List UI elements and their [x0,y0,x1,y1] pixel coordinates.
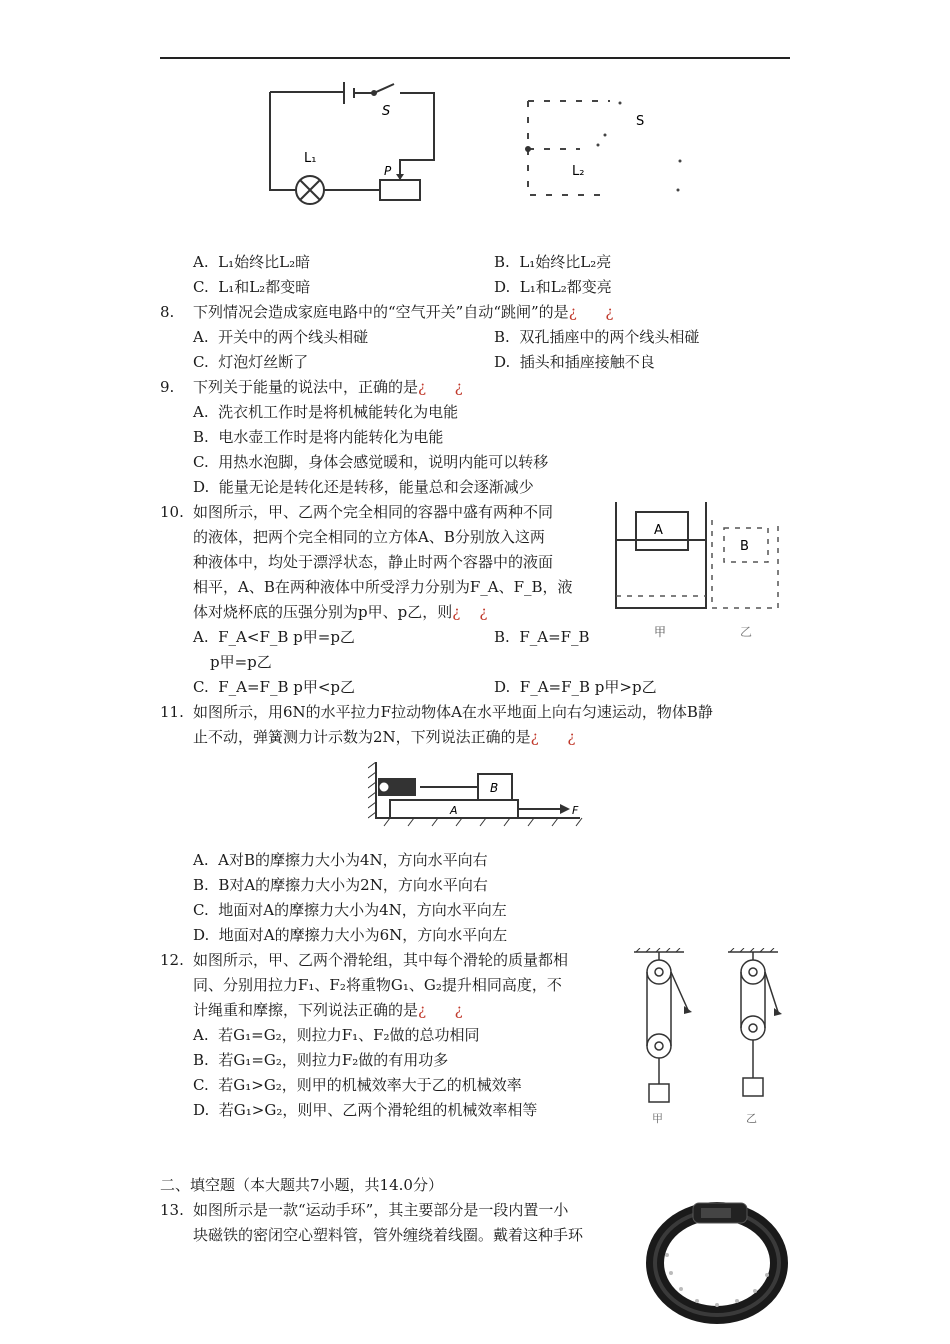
q10-option-a-cont: p甲=p乙 [210,653,272,671]
q11-line-2-text: 止不动，弹簧测力计示数为2N，下列说法正确的是 [193,728,531,746]
q10-line-3: 种液体中，均处于漂浮状态，静止时两个容器中的液面 [193,553,554,571]
q8-stem [193,302,613,322]
q11-option-b: B. B对A的摩擦力大小为2N，方向水平向右 [193,876,488,894]
switch2-label: S [636,114,645,129]
q7-option-b-text: L₁始终比L₂亮 [519,253,612,271]
q9-option-a: A. 洗衣机工作时是将机械能转化为电能 [193,403,459,421]
q8-option-a-text: 开关中的两个线头相碰 [218,328,369,346]
q8-bracket-open: ¿ [568,303,577,321]
q9-option-c: C. 用热水泡脚，身体会感觉暖和，说明内能可以转移 [193,453,549,471]
q10-line-1: 如图所示，甲、乙两个完全相同的容器中盛有两种不同 [193,503,554,521]
q9-option-a-text: 洗衣机工作时是将机械能转化为电能 [218,403,459,421]
q11-option-d: D. 地面对A的摩擦力大小为6N，方向水平向左 [193,926,508,944]
q10-option-a-text: F_A<F_B p甲=p乙 [218,628,355,646]
q10-line-5-text: 体对烧杯底的压强分别为p甲、p乙，则 [193,603,453,621]
q12-option-c: C. 若G₁>G₂，则甲的机械效率大于乙的机械效率 [193,1076,522,1094]
q10-option-d-text: F_A=F_B p甲>p乙 [519,678,657,696]
q7-option-c-text: L₁和L₂都变暗 [218,278,311,296]
block-a-label: A [450,804,458,817]
q11-option-b-text: B对A的摩擦力大小为2N，方向水平向右 [218,876,488,894]
q12-option-a: A. 若G₁=G₂，则拉力F₁、F₂做的总功相同 [193,1026,480,1044]
q7-circuit-figure-left [262,80,442,210]
q8-option-d-text: 插头和插座接触不良 [519,353,655,371]
q11-option-c: C. 地面对A的摩擦力大小为4N，方向水平向左 [193,901,507,919]
q13-line-2: 块磁铁的密闭空心塑料管，管外缠绕着线圈。戴着这种手环 [193,1226,584,1244]
fitness-band-image [645,1195,790,1325]
q11-number: 11. [160,703,184,721]
q10-option-a: A. F_A<F_B p甲=p乙 [193,628,355,646]
q9-stem [193,377,463,397]
block-b-label: B [490,781,499,795]
q10-option-c-text: F_A=F_B p甲<p乙 [218,678,356,696]
q9-option-c-text: 用热水泡脚，身体会感觉暖和，说明内能可以转移 [218,453,549,471]
cube-a-label: A [654,523,663,538]
q12-bracket-close: ¿ [454,1001,463,1019]
q8-option-d: D. 插头和插座接触不良 [494,353,655,371]
q12-option-d: D. 若G₁>G₂，则甲、乙两个滑轮组的机械效率相等 [193,1101,538,1119]
q13-number: 13. [160,1201,184,1219]
q9-number: 9. [160,378,175,396]
q9-stem-text: 下列关于能量的说法中，正确的是 [193,378,419,396]
q8-option-c: C. 灯泡灯丝断了 [193,353,309,371]
pulley-jia-label: 甲 [652,1112,663,1125]
q7-option-b: B. L₁始终比L₂亮 [494,253,612,271]
slider-label: P [384,164,392,178]
q10-option-b: B. F_A=F_B [494,628,590,646]
q9-bracket-open: ¿ [418,378,427,396]
q8-bracket-close: ¿ [605,303,614,321]
q9-option-b-text: 电水壶工作时是将内能转化为电能 [218,428,444,446]
q10-bracket-close: ¿ [479,603,488,621]
q10-line-5 [193,602,487,622]
q12-line-3-text: 计绳重和摩擦，下列说法正确的是 [193,1001,419,1019]
q10-line-4: 相平，A、B在两种液体中所受浮力分别为F_A、F_B，液 [193,578,573,596]
q11-option-a: A. A对B的摩擦力大小为4N，方向水平向右 [193,851,488,869]
q10-number: 10. [160,503,184,521]
q12-option-c-text: 若G₁>G₂，则甲的机械效率大于乙的机械效率 [218,1076,522,1094]
container-yi-label: 乙 [740,625,753,639]
q8-option-b-text: 双孔插座中的两个线头相碰 [519,328,700,346]
container-jia-label: 甲 [654,625,667,639]
q11-line-1: 如图所示，用6N的水平拉力F拉动物体A在水平地面上向右匀速运动，物体B静 [193,703,713,721]
q12-option-b-text: 若G₁=G₂，则拉力F₂做的有用功多 [218,1051,449,1069]
q9-option-d-text: 能量无论是转化还是转移，能量总和会逐渐减少 [218,478,534,496]
q12-option-d-text: 若G₁>G₂，则甲、乙两个滑轮组的机械效率相等 [218,1101,538,1119]
switch-label: S [382,104,391,119]
q12-line-1: 如图所示，甲、乙两个滑轮组，其中每个滑轮的质量都相 [193,951,569,969]
q7-option-a: A. L₁始终比L₂暗 [193,253,311,271]
pulley-yi-label: 乙 [746,1112,757,1125]
lamp2-label: L₂ [572,164,585,179]
q11-friction-figure [368,762,588,830]
header-rule [160,57,790,59]
q11-bracket-open: ¿ [530,728,539,746]
q12-line-2: 同、分别用拉力F₁、F₂将重物G₁、G₂提升相同高度，不 [193,976,562,994]
q11-option-d-text: 地面对A的摩擦力大小为6N，方向水平向左 [218,926,508,944]
q12-number: 12. [160,951,184,969]
q10-containers-figure [610,500,790,650]
q8-option-c-text: 灯泡灯丝断了 [218,353,309,371]
q8-option-a: A. 开关中的两个线头相碰 [193,328,369,346]
q12-option-b: B. 若G₁=G₂，则拉力F₂做的有用功多 [193,1051,449,1069]
force-f-label: F [572,804,579,817]
q7-option-d-text: L₁和L₂都变亮 [519,278,612,296]
q13-line-1: 如图所示是一款“运动手环”，其主要部分是一段内置一小 [193,1201,569,1219]
q12-bracket-open: ¿ [418,1001,427,1019]
q12-pulley-figure [628,948,798,1128]
q11-bracket-close: ¿ [567,728,576,746]
q8-number: 8. [160,303,175,321]
q10-option-d: D. F_A=F_B p甲>p乙 [494,678,657,696]
q8-option-b: B. 双孔插座中的两个线头相碰 [494,328,700,346]
q12-option-a-text: 若G₁=G₂，则拉力F₁、F₂做的总功相同 [218,1026,480,1044]
q7-option-c: C. L₁和L₂都变暗 [193,278,311,296]
q9-option-d: D. 能量无论是转化还是转移，能量总和会逐渐减少 [193,478,534,496]
q11-line-2 [193,727,575,747]
lamp1-label: L₁ [304,151,317,166]
q12-line-3 [193,1000,463,1020]
q10-option-b-text: F_A=F_B [519,628,590,646]
section-2-title: 二、填空题（本大题共7小题，共14.0分） [160,1176,443,1194]
q11-option-c-text: 地面对A的摩擦力大小为4N，方向水平向左 [218,901,507,919]
q9-bracket-close: ¿ [454,378,463,396]
q10-bracket-open: ¿ [452,603,461,621]
q10-option-c: C. F_A=F_B p甲<p乙 [193,678,356,696]
q9-option-b: B. 电水壶工作时是将内能转化为电能 [193,428,444,446]
q10-line-2: 的液体，把两个完全相同的立方体A、B分别放入这两 [193,528,545,546]
q7-circuit-figure-right [520,95,690,205]
q11-option-a-text: A对B的摩擦力大小为4N，方向水平向右 [218,851,488,869]
q7-option-d: D. L₁和L₂都变亮 [494,278,612,296]
q8-stem-text: 下列情况会造成家庭电路中的“空气开关”自动“跳闸”的是 [193,303,569,321]
q7-option-a-text: L₁始终比L₂暗 [218,253,311,271]
cube-b-label: B [740,539,749,554]
